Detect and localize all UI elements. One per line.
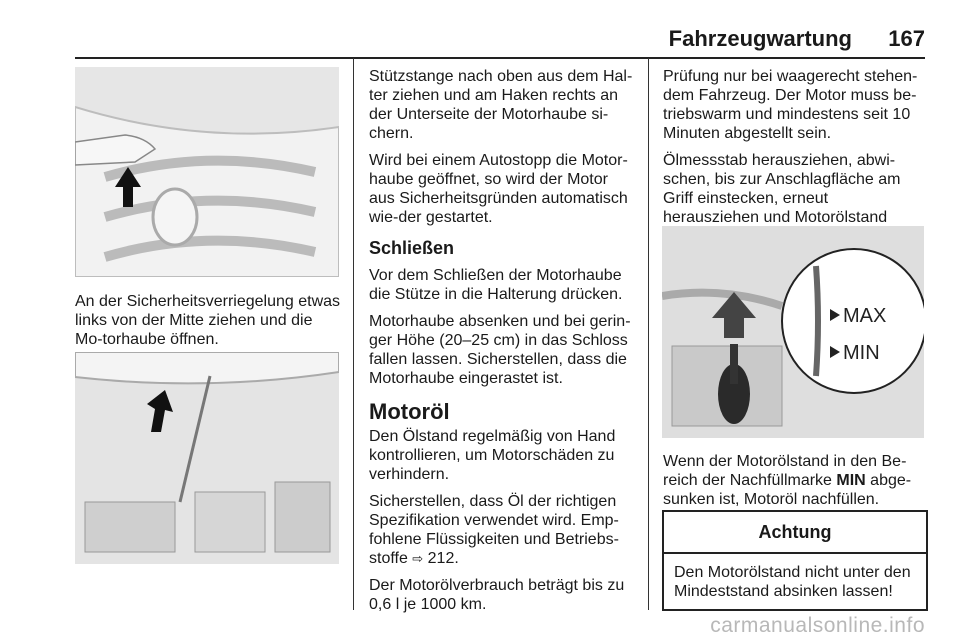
paragraph: Prüfung nur bei waagerecht stehen-dem Fahrzeug. Der Motor muss be-triebswarm und mindestens seit 10 Minuten abgestellt sein. (663, 68, 918, 142)
max-mark-label: MAX (843, 305, 887, 327)
paragraph: Motorhaube absenken und bei gerin-ger Höhe (20–25 cm) in das Schloss fallen lassen. Sicherstellen, dass die Motorhaube eingerastet ist. (369, 313, 631, 387)
paragraph: Den Ölstand regelmäßig von Hand kontrollieren, um Motorschäden zu verhindern. (369, 428, 616, 483)
caution-title: Achtung (664, 512, 926, 554)
header-rule (75, 57, 925, 59)
paragraph (663, 452, 927, 509)
paragraph: Wird bei einem Autostopp die Motor-haube geöffnet, so wird der Motor aus Sicherheitsgründen automatisch wie-der gestartet. (369, 152, 628, 226)
paragraph: Vor dem Schließen der Motorhaube die Stütze in die Halterung drücken. (369, 267, 623, 303)
page-title: Fahrzeugwartung (668, 26, 852, 51)
paragraph: Stützstange nach oben aus dem Hal-ter ziehen und am Haken rechts an der Unterseite der Motorhaube si-chern. (369, 68, 633, 142)
paragraph: Der Motorölverbrauch beträgt bis zu 0,6 l je 1000 km. (369, 577, 625, 613)
paragraph-text: abge-sunken ist, Motoröl nachfüllen. (663, 472, 912, 508)
section-heading: Motoröl (369, 399, 450, 424)
dipstick-illustration (662, 226, 924, 438)
column-divider (648, 58, 649, 610)
min-mark-text: MIN (836, 472, 866, 489)
paragraph-text: Sicherstellen, dass Öl der richtigen Spezifikation verwendet wird. Emp-fohlene Flüssigkeiten und Betriebs-stoffe (369, 493, 619, 567)
paragraph-text: Wenn der Motorölstand in den Be-reich der Nachfüllmarke (663, 453, 907, 489)
page-reference[interactable]: 212. (427, 550, 459, 567)
hood-latch-illustration (75, 67, 339, 277)
page-number: 167 (888, 26, 925, 51)
section-heading: Schließen (369, 238, 455, 258)
arrow-reference-icon: ⇨ (412, 551, 424, 566)
caution-box (662, 510, 928, 611)
caution-text: Den Motorölstand nicht unter den Mindeststand absinken lassen! (674, 564, 911, 600)
column-divider (353, 58, 354, 610)
watermark: carmanualsonline.info (710, 614, 925, 637)
hood-prop-illustration (75, 352, 339, 564)
figure-caption: An der Sicherheitsverriegelung etwas links von der Mitte ziehen und die Mo-torhaube öffnen. (75, 293, 341, 348)
paragraph (369, 492, 635, 568)
paragraph: Ölmessstab herausziehen, abwi-schen, bis zur Anschlagfläche am Griff einstecken, erneut herausziehen und Motorölstand (663, 152, 901, 226)
min-mark-label: MIN (843, 342, 880, 364)
